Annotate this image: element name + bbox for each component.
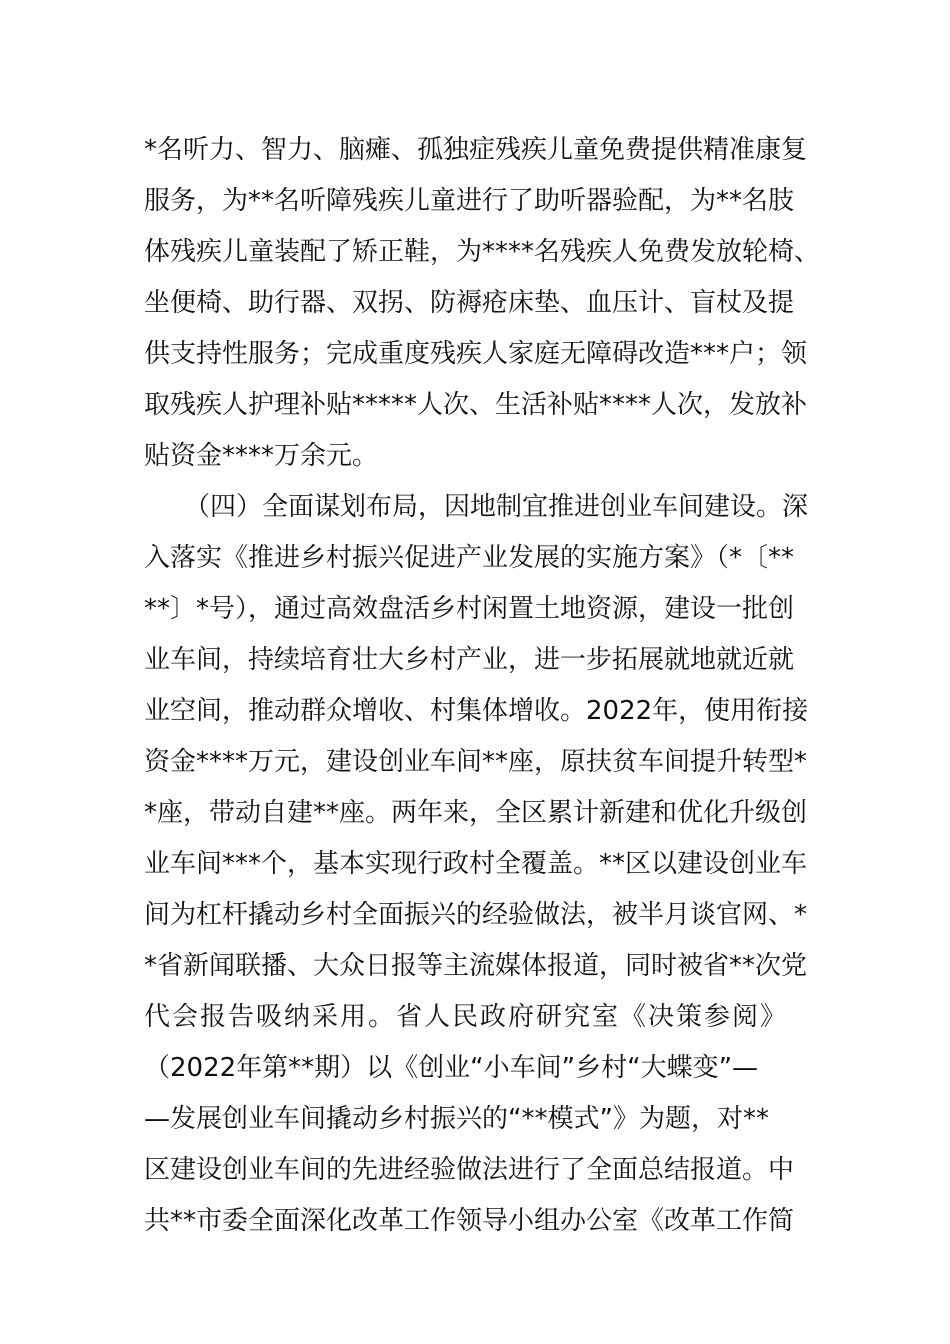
body-text-line: 业车间，持续培育壮大乡村产业，进一步拓展就地就近就: [144, 645, 795, 675]
body-text-line: 供支持性服务；完成重度残疾人家庭无障碍改造***户；领: [144, 339, 808, 369]
body-text-line: 体残疾儿童装配了矫正鞋，为****名残疾人免费发放轮椅、: [144, 237, 821, 267]
body-text-line: 入落实《推进乡村振兴促进产业发展的实施方案》（*〔**: [144, 543, 795, 573]
body-text-line: 服务，为**名听障残疾儿童进行了助听器验配，为**名肢: [144, 186, 795, 216]
body-text-line: 业车间***个，基本实现行政村全覆盖。**区以建设创业车: [144, 849, 808, 879]
body-text-line: *省新闻联播、大众日报等主流媒体报道，同时被省**次党: [144, 951, 808, 981]
body-text-line: 业空间，推动群众增收、村集体增收。2022年，使用衔接: [144, 696, 809, 726]
body-text-line: 贴资金****万余元。: [144, 441, 379, 471]
body-text-line: 资金****万元，建设创业车间**座，原扶贫车间提升转型*: [144, 747, 808, 777]
body-text-line: 坐便椅、助行器、双拐、防褥疮床垫、血压计、盲杖及提: [144, 288, 795, 318]
body-text-line: *名听力、智力、脑瘫、孤独症残疾儿童免费提供精准康复: [144, 135, 808, 165]
body-text-line: —发展创业车间撬动乡村振兴的“**模式”》为题，对**: [144, 1104, 769, 1134]
body-text-line: 间为杠杆撬动乡村全面振兴的经验做法，被半月谈官网、*: [144, 900, 808, 930]
body-text-line: *座，带动自建**座。两年来，全区累计新建和优化升级创: [144, 798, 808, 828]
body-text-line: 共**市委全面深化改革工作领导小组办公室《改革工作简: [144, 1206, 795, 1236]
section-heading-line: （四）全面谋划布局，因地制宜推进创业车间建设。深: [184, 492, 809, 522]
body-text-line: 区建设创业车间的先进经验做法进行了全面总结报道。中: [144, 1155, 795, 1185]
body-text-line: **〕*号），通过高效盘活乡村闲置土地资源，建设一批创: [144, 594, 795, 624]
body-text-line: （2022年第**期）以《创业“小车间”乡村“大蝶变”—: [144, 1053, 759, 1083]
body-text-line: 取残疾人护理补贴*****人次、生活补贴****人次，发放补: [144, 390, 808, 420]
body-text-line: 代会报告吸纳采用。省人民政府研究室《决策参阅》: [144, 1002, 789, 1032]
